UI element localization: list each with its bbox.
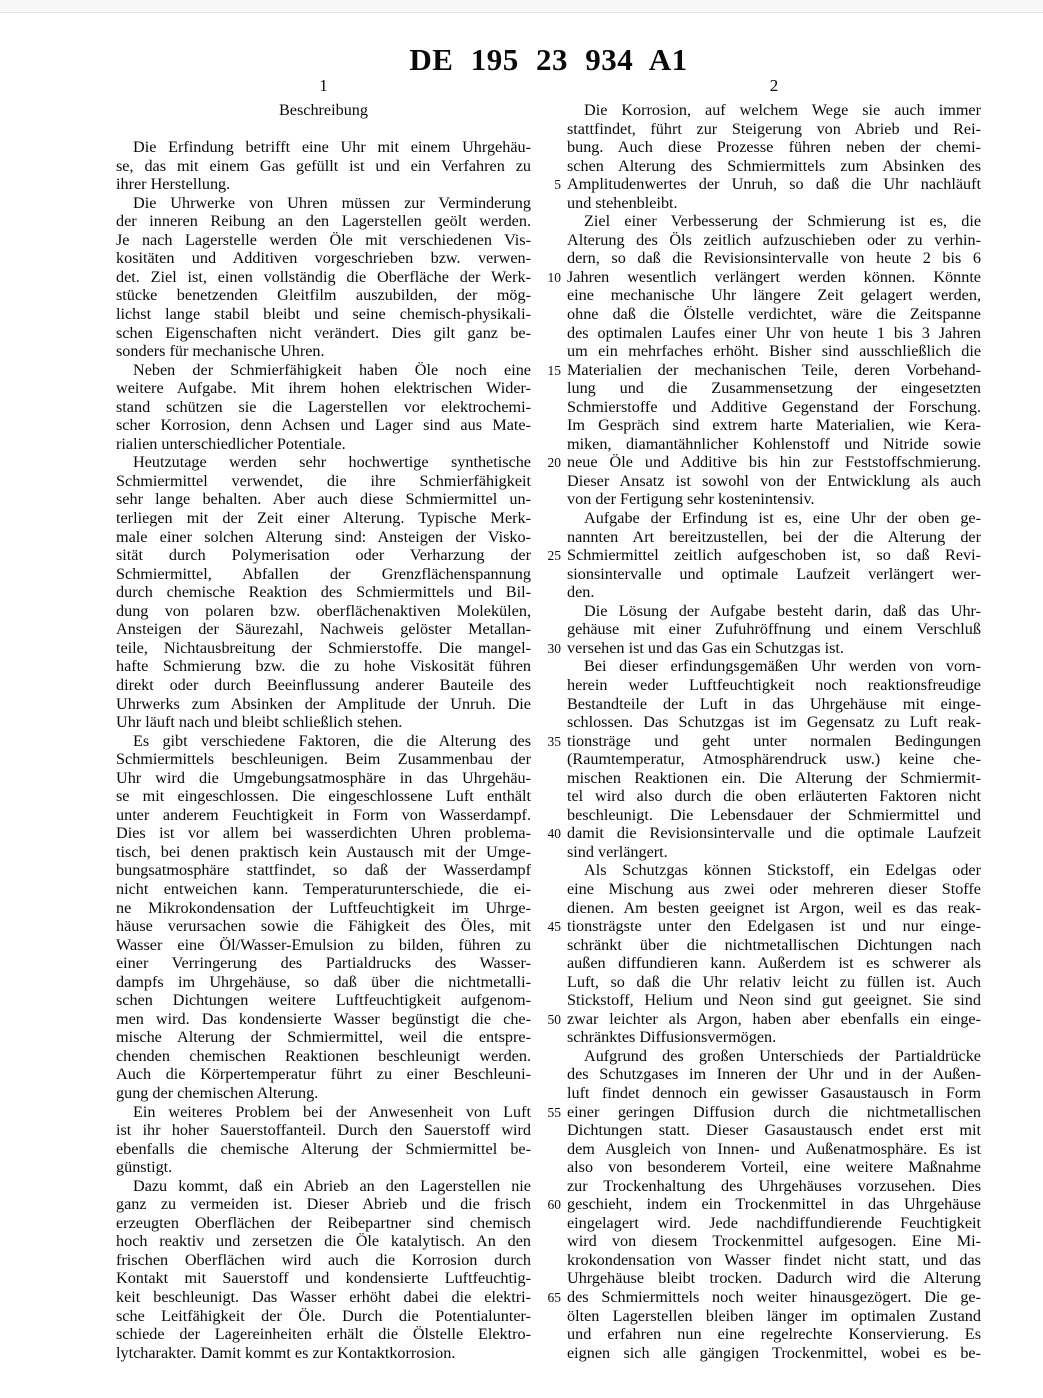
text-line: erzeugten Oberflächen der Reibepartner sind chemisch [116,1213,531,1232]
text-line: beschleunigt. Die Lebensdauer der Schmiermittel und [567,805,981,824]
text-line: versehen ist und das Gas ein Schutzgas ist. [567,638,844,657]
text-line: schränkt über die nichtmetallischen Dichtungen nach [567,935,981,954]
text-line: Schmiermittel, Abfallen der Grenzflächenspannung [116,564,531,583]
text-line: sonders für mechanische Uhren. [116,342,325,361]
text-line: schen Alterung des Schmiermittels zum Absinken des [567,156,981,175]
text-line: unter anderem Feuchtigkeit in Form von Wasserdampf. [116,805,531,824]
publication-number: DE 195 23 934 A1 [409,42,688,77]
column-number-left: 1 [319,76,328,95]
text-line: zur Trockenhaltung des Uhrgehäuses vorzusehen. Dies [567,1176,981,1195]
text-line: schiede der Lagereinheiten erhält die Ölstelle Elektro- [116,1325,531,1344]
text-line: schen Eigenschaften nicht verändert. Dies gilt ganz be- [116,323,531,342]
text-line: sehr lange behalten. Aber auch diese Schmiermittel un- [116,490,531,509]
text-line: sind verlängert. [567,842,668,861]
text-line: lichst lange stabil bleibt und seine chemisch-physikali- [116,305,531,324]
text-line: Schmiermittel zeitlich aufgeschoben ist, so daß Revi- [567,546,981,565]
text-line: ihrer Herstellung. [116,175,231,194]
text-line: (Raumtemperatur, Atmosphärendruck usw.) keine che- [567,750,981,769]
text-line: rialien unterschiedlicher Potentiale. [116,434,346,453]
text-line: sionsintervalle und optimale Laufzeit verlängert wer- [567,564,981,583]
text-line: außen diffundieren kann. Außerdem ist es schwerer als [567,954,981,973]
text-line: einer Verringerung des Partialdrucks des Wasser- [116,954,531,973]
text-line: nannten Art bereitzustellen, bei der die Alterung der [567,527,981,546]
blank-line [116,120,531,139]
text-line: tisch, bei denen praktisch kein Austausch mit der Umge- [116,842,531,861]
line-number: 10 [547,269,561,285]
text-line: schlossen. Das Schutzgas ist im Gegensatz zu Luft reak- [567,713,981,732]
text-line: schen Dichtungen weitere Luftfeuchtigkeit aufgenom- [116,991,531,1010]
text-line: weitere Aufgabe. Mit ihrem hohen elektrischen Wider- [116,379,531,398]
text-line: stücke benetzenden Gleitfilm auszubilden, der mög- [116,286,531,305]
text-line: gung der chemischen Alterung. [116,1083,319,1102]
text-line: nicht entweichen kann. Temperaturunterschiede, die ei- [116,879,531,898]
text-line: Materialien der mechanischen Teile, deren Vorbehand- [567,360,981,379]
text-line: von der Fertigung sehr kostenintensiv. [567,490,815,509]
line-number: 65 [547,1290,561,1306]
text-line: der inneren Reibung an den Lagerstellen geölt werden. [116,212,531,231]
text-line: Schmiermittels beschleunigen. Beim Zusammenbau der [116,750,531,769]
text-line: Auch die Körpertemperatur führt zu einer Beschleuni- [116,1065,531,1084]
text-line: stattfindet, führt zur Steigerung von Abrieb und Rei- [567,119,981,138]
text-line: Heutzutage werden sehr hochwertige synthetische [133,453,531,472]
text-line: Uhr wird die Umgebungsatmosphäre in das Uhrgehäu- [116,768,531,787]
text-line: Die Korrosion, auf welchem Wege sie auch immer [584,101,981,119]
text-line: Alterung des Öls zeitlich aufzuschieben oder zu verhin- [567,230,981,249]
text-line: Stickstoff, Helium und Neon sind gut geeignet. Sie sind [567,991,981,1010]
text-line: hafte Schmierung bzw. die zu hohe Viskosität führen [116,657,531,676]
line-number: 35 [547,733,561,749]
line-number: 55 [547,1104,561,1120]
column-left [116,101,531,1362]
text-line: Schmierstoffe und Additive Gegenstand der Forschung. [567,397,981,416]
text-line: Bestandteile der Luft in das Uhrgehäuse mit einge- [567,694,981,713]
line-number: 5 [554,177,561,193]
line-number: 45 [547,919,561,935]
text-line: lytcharakter. Damit kommt es zur Kontaktkorrosion. [116,1343,456,1362]
text-line: bung. Auch diese Prozesse führen neben der chemi- [567,138,981,157]
right-column-text [567,101,981,1362]
text-line: Dies ist vor allem bei wasserdichten Uhren problema- [116,824,531,843]
text-line: um ein mehrfaches erhöht. Bisher sind ausschließlich die [567,342,981,361]
text-line: Uhrgehäuse bleibt trocken. Dadurch wird die Alterung [567,1269,981,1288]
text-line: kositäten und Additiven vorgeschrieben bzw. verwen- [116,249,531,268]
text-line: einer geringen Diffusion durch die nichtmetallischen [567,1102,981,1121]
text-line: hoch reaktiv und zersetzen die Öle katalytisch. An den [116,1232,531,1251]
text-line: Schmiermittel verwendet, die ihre Schmierfähigkeit [116,471,531,490]
text-line: Als Schutzgas können Stickstoff, ein Edelgas oder [584,861,981,880]
text-line: dem Ausgleich von Innen- und Außenatmosphäre. Es ist [567,1139,981,1158]
line-number: 40 [547,826,561,842]
text-line: Die Lösung der Aufgabe besteht darin, daß das Uhr- [584,601,981,620]
text-line: des optimalen Laufes einer Uhr von heute 1 bis 3 Jahren [567,323,981,342]
text-line: mische Alterung der Schmiermittel, weil die entspre- [116,1028,531,1047]
text-line: und stehenbleibt. [567,193,678,212]
text-line: geschieht, indem ein Trockenmittel in das Uhrgehäuse [567,1195,981,1214]
text-line: Die Uhrwerke von Uhren müssen zur Verminderung [133,193,531,212]
text-line: Luft, so daß die Uhr relativ leicht zu füllen ist. Auch [567,972,981,991]
text-line: tionsträge und geht unter normalen Bedingungen [567,731,981,750]
text-line: luft findet dennoch ein gewisser Gasaustausch in Form [567,1083,981,1102]
text-line: ne Mikrokondensation der Luftfeuchtigkeit im Uhrge- [116,898,531,917]
text-line: günstigt. [116,1158,173,1177]
text-line: den. [567,583,595,602]
text-line: tionsträgste unter den Edelgasen ist und nur einge- [567,917,981,936]
text-line: se mit eingeschlossen. Die eingeschlossene Luft enthält [116,787,531,806]
line-number: 50 [547,1011,561,1027]
text-line: Kontakt mit Sauerstoff und kondensierte Luftfeuchtig- [116,1269,531,1288]
text-line: ganz zu vermeiden ist. Dieser Abrieb und die frisch [116,1195,531,1214]
scan-edge-strip [0,0,1043,13]
line-number: 25 [547,548,561,564]
text-line: wird von diesem Trockenmittel aufgesogen. Eine Mi- [567,1232,981,1251]
text-line: dienen. Am besten geeignet ist Argon, weil es das reak- [567,898,981,917]
text-line: ohne daß die Ölstelle verdichtet, wäre die Zeitspanne [567,305,981,324]
text-line: Im Gespräch sind extrem harte Materialien, wie Kera- [567,416,981,435]
text-line: Amplitudenwertes der Unruh, so daß die Uhr nachläuft [567,175,981,194]
text-line: also von besonderem Vorteil, eine weitere Maßnahme [567,1158,981,1177]
left-column-text [116,138,531,1362]
text-line: Ziel einer Verbesserung der Schmierung ist es, die [584,212,981,231]
column-right [567,101,981,1362]
text-line: male einer solchen Alterung sind: Ansteigen der Visko- [116,527,531,546]
text-line: dampfs im Uhrgehäuse, so daß über die nichtmetalli- [116,972,531,991]
text-line: Aufgabe der Erfindung ist es, eine Uhr der oben ge- [584,509,981,528]
text-line: lung und die Zusammensetzung der eingesetzten [567,379,981,398]
text-line: Dieser Ansatz ist sowohl von der Entwicklung als auch [567,471,981,490]
text-line: tel wird also durch die oben erläuterten Faktoren nicht [567,787,981,806]
line-number: 30 [547,640,561,656]
text-line: scher Korrosion, denn Achsen und Lager sind aus Mate- [116,416,531,435]
text-line: Aufgrund des großen Unterschieds der Partialdrücke [584,1046,981,1065]
text-line: Uhr läuft nach und bleibt schließlich stehen. [116,713,403,732]
column-number-right: 2 [769,76,779,95]
text-line: dern, so daß die Revisionsintervalle von heute 2 bis 6 [567,249,981,268]
text-line: und erfahren nun eine regelrechte Konservierung. Es [567,1325,981,1344]
text-line: terliegen mit der Zeit einer Alterung. Typische Merk- [116,509,531,528]
text-line: eingelagert wird. Jede nachdiffundierende Feuchtigkeit [567,1213,981,1232]
section-heading: Beschreibung [278,101,368,119]
text-line: teile, Nichtausbreitung der Schmierstoffe. Die mangel- [116,638,531,657]
text-line: eignen sich alle gängigen Trockenmittel, wobei es be- [567,1343,981,1362]
text-line: zwar leichter als Argon, haben aber ebenfalls ein einge- [567,1009,981,1028]
text-line: Es gibt verschiedene Faktoren, die die Alterung des [133,731,531,750]
text-line: stand schützen sie die Lagerstellen vor elektrochemi- [116,397,531,416]
text-line: keit beschleunigt. Das Wasser erhöht dabei die elektri- [116,1288,531,1306]
text-line: eine mechanische Uhr längere Zeit gelagert werden, [567,286,981,305]
text-line: damit die Revisionsintervalle und die optimale Laufzeit [567,824,981,843]
text-line: dung von polaren bzw. oberflächenaktiven Molekülen, [116,601,531,620]
text-line: men wird. Das kondensierte Wasser begünstigt die che- [116,1009,531,1028]
line-number: 60 [547,1197,561,1213]
text-line: Neben der Schmierfähigkeit haben Öle noch eine [133,360,531,379]
text-line: häuse verursachen sowie die Fähigkeit des Öles, mit [116,917,531,936]
text-line: frischen Oberflächen wird auch die Korrosion durch [116,1250,531,1269]
text-line: direkt oder durch Beeinflussung anderer Bauteile des [116,675,531,694]
text-line: schränktes Diffusionsvermögen. [567,1028,777,1047]
text-line: Wasser eine Öl/Wasser-Emulsion zu bilden, führen zu [116,935,531,954]
text-line: miken, diamantähnlicher Kohlenstoff und Nitride sowie [567,434,981,453]
text-line: bungsatmosphäre stattfindet, so daß der Wasserdampf [116,861,531,880]
text-line: Ein weiteres Problem bei der Anwesenheit von Luft [133,1102,531,1121]
text-line: Die Erfindung betrifft eine Uhr mit einem Uhrgehäu- [133,138,531,157]
text-line: Dazu kommt, daß ein Abrieb an den Lagerstellen nie [133,1176,531,1195]
text-line: eine Mischung aus zwei oder mehreren dieser Stoffe [567,879,981,898]
text-line: neue Öle und Additive bis hin zur Feststoffschmierung. [567,453,981,472]
text-line: ebenfalls die chemische Alterung der Schmiermittel be- [116,1139,531,1158]
text-line: det. Ziel ist, einen vollständig die Oberfläche der Werk- [116,267,531,286]
text-line: Je nach Lagerstelle werden Öle mit verschiedenen Vis- [116,230,531,249]
text-line: Dichtungen statt. Dieser Gasaustausch endet erst mit [567,1121,981,1140]
text-line: se, das mit einem Gas gefüllt ist und ein Verfahren zu [116,156,531,175]
text-line: ölten Lagerstellen bleiben länger im optimalen Zustand [567,1306,981,1325]
text-line: gehäuse mit einer Zufuhröffnung und einem Verschluß [567,620,981,639]
text-line: Uhrwerks zum Absinken der Amplitude der Unruh. Die [116,694,531,713]
line-number: 20 [547,455,561,471]
text-line: mischen Reaktionen ein. Die Alterung der Schmiermit- [567,768,981,787]
text-line: Ansteigen der Säurezahl, Nachweis gelöster Metallan- [116,620,531,639]
text-line: des Schmiermittels noch weiter hinausgezögert. Die ge- [567,1288,981,1306]
text-line: Bei dieser erfindungsgemäßen Uhr werden von vorn- [584,657,981,676]
text-line: chenden chemischen Reaktionen beschleunigt werden. [116,1046,531,1065]
text-line: sität durch Polymerisation oder Verharzung der [116,546,531,565]
text-line: durch chemische Reaktion des Schmiermittels und Bil- [116,583,531,602]
text-line: Jahren wesentlich verlängert werden können. Könnte [567,267,981,286]
text-line: sche Leitfähigkeit der Öle. Durch die Potentialunter- [116,1306,531,1325]
text-line: krokondensation von Wasser findet nicht statt, und das [567,1250,981,1269]
text-line: ist ihr hoher Sauerstoffanteil. Durch den Sauerstoff wird [116,1121,531,1140]
line-number: 15 [547,362,561,378]
text-line: herein weder Luftfeuchtigkeit noch reaktionsfreudige [567,675,981,694]
text-line: des Schutzgases im Inneren der Uhr und in der Außen- [567,1065,981,1084]
